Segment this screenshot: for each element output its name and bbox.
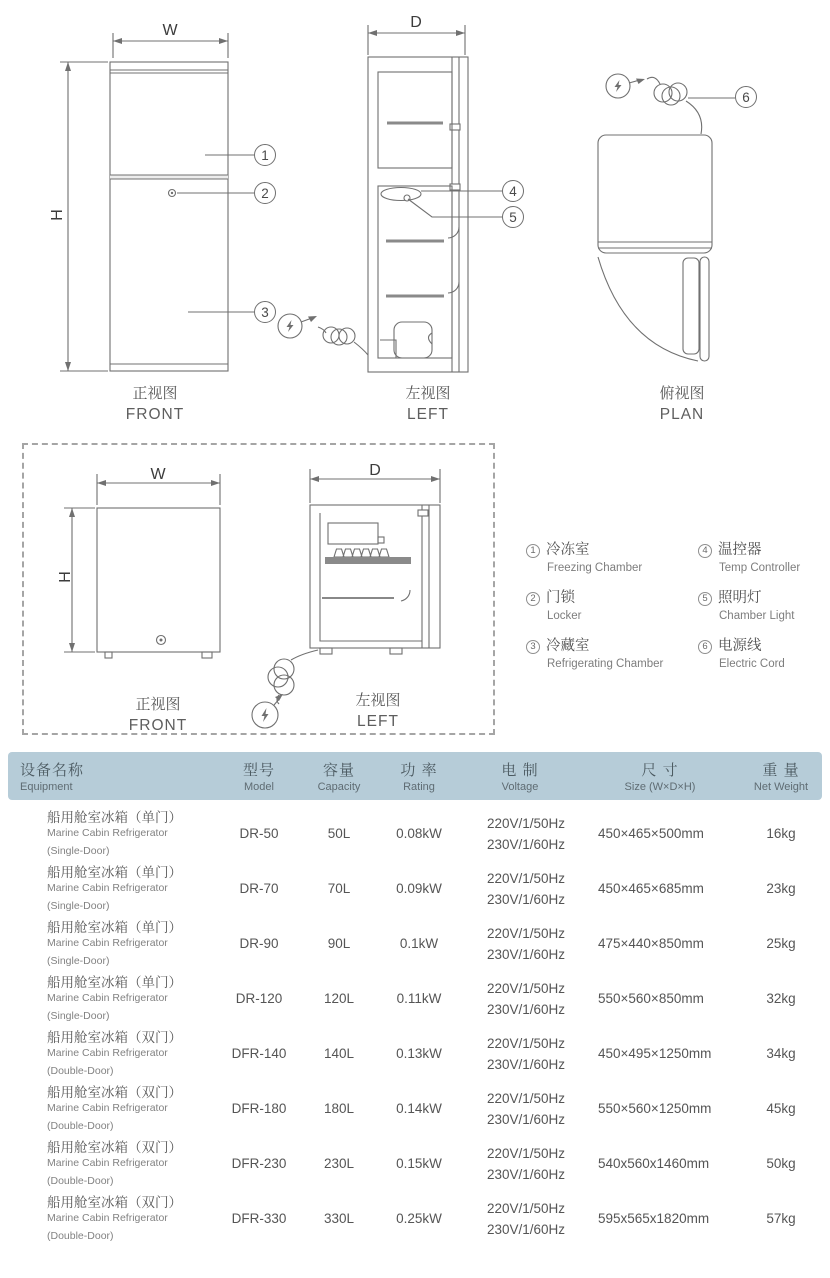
voltage-line-1: 220V/1/50Hz: [487, 980, 566, 996]
equipment-door-type: (Double-Door): [47, 1120, 114, 1132]
equipment-name-en: Marine Cabin Refrigerator: [47, 827, 168, 839]
model-cell: DFR-330: [231, 1211, 287, 1226]
table-row: [8, 1136, 822, 1191]
legend-cn-4: 温控器: [718, 542, 762, 558]
header-rating-en: Rating: [403, 781, 435, 793]
legend-cn-3: 冷藏室: [546, 638, 590, 654]
model-cell: DR-50: [239, 826, 279, 841]
voltage-cell: [460, 868, 580, 910]
dim-label-w-small: W: [150, 466, 166, 483]
table-row: [8, 1191, 822, 1246]
coiled-cord: [647, 77, 702, 134]
capacity-cell: 120L: [323, 991, 355, 1006]
voltage-line-2: 230V/1/60Hz: [487, 1166, 566, 1182]
model-cell: DFR-140: [231, 1046, 287, 1061]
table-row: [8, 971, 822, 1026]
table-row: [8, 806, 822, 861]
coiled-cord: [318, 327, 368, 355]
equipment-cell: [8, 1085, 218, 1132]
header-capacity-en: Capacity: [317, 781, 361, 793]
equipment-cell: [8, 975, 218, 1022]
legend-num-4: 4: [698, 544, 712, 558]
header-voltage-en: Voltage: [501, 781, 539, 793]
size-cell: 550×560×850mm: [598, 991, 704, 1006]
capacity-cell: 50L: [327, 826, 351, 841]
header-model-en: Model: [244, 781, 274, 793]
header-weight: [740, 752, 822, 800]
legend-item-freezing-chamber: [526, 538, 698, 574]
legend-cn-5: 照明灯: [718, 590, 762, 606]
equipment-name-en: Marine Cabin Refrigerator: [47, 1102, 168, 1114]
table-row: [8, 861, 822, 916]
rating-cell: 0.14kW: [396, 1101, 442, 1116]
legend-en-2: Locker: [547, 610, 582, 622]
technical-drawing-top: [0, 0, 830, 440]
size-cell: 450×465×500mm: [598, 826, 704, 841]
power-plug-icon: [606, 74, 645, 98]
left-view-caption-en: LEFT: [407, 406, 449, 423]
equipment-cell: [8, 920, 218, 967]
legend-column-1: [526, 538, 698, 682]
dim-label-d-small: D: [369, 462, 381, 479]
voltage-line-1: 220V/1/50Hz: [487, 1200, 566, 1216]
size-cell: 550×560×1250mm: [598, 1101, 712, 1116]
size-cell: 450×495×1250mm: [598, 1046, 712, 1061]
equipment-name-en: Marine Cabin Refrigerator: [47, 1212, 168, 1224]
weight-cell: 32kg: [766, 991, 796, 1006]
plan-view-caption-cn: 俯视图: [659, 385, 705, 402]
rating-cell: 0.1kW: [399, 936, 439, 951]
legend-en-6: Electric Cord: [719, 658, 785, 670]
rating-cell: 0.09kW: [396, 881, 442, 896]
power-plug-icon: [278, 314, 317, 338]
equipment-name-en: Marine Cabin Refrigerator: [47, 882, 168, 894]
capacity-cell: 330L: [323, 1211, 355, 1226]
rating-cell: 0.15kW: [396, 1156, 442, 1171]
callout-3-refrigerating-chamber: 3: [254, 301, 276, 323]
capacity-cell: 140L: [323, 1046, 355, 1061]
callout-5-chamber-light: 5: [502, 206, 524, 228]
legend-cn-2: 门锁: [546, 590, 575, 606]
equipment-name-en: Marine Cabin Refrigerator: [47, 992, 168, 1004]
weight-cell: 50kg: [766, 1156, 796, 1171]
weight-cell: 16kg: [766, 826, 796, 841]
size-cell: 540x560x1460mm: [598, 1156, 710, 1171]
legend-en-5: Chamber Light: [719, 610, 795, 622]
plan-view-caption-en: PLAN: [659, 406, 705, 423]
voltage-line-1: 220V/1/50Hz: [487, 1145, 566, 1161]
front-view-caption-cn: 正视图: [132, 385, 178, 402]
left-view-small-caption-cn: 左视图: [355, 692, 401, 709]
legend-item-temp-controller: [698, 538, 826, 574]
equipment-name-cn: 船用舱室冰箱（双门）: [47, 1085, 182, 1100]
equipment-door-type: (Double-Door): [47, 1175, 114, 1187]
weight-cell: 57kg: [766, 1211, 796, 1226]
voltage-line-1: 220V/1/50Hz: [487, 925, 566, 941]
equipment-door-type: (Single-Door): [47, 955, 110, 967]
equipment-name-cn: 船用舱室冰箱（单门）: [47, 975, 182, 990]
callout-4-temp-controller: 4: [502, 180, 524, 202]
equipment-name-cn: 船用舱室冰箱（双门）: [47, 1030, 182, 1045]
model-cell: DFR-180: [231, 1101, 287, 1116]
left-view-caption: [358, 383, 498, 425]
dim-label-h-small: H: [57, 571, 74, 583]
header-equipment-cn: 设备名称: [20, 762, 85, 779]
capacity-cell: 90L: [327, 936, 351, 951]
table-row: [8, 916, 822, 971]
voltage-cell: [460, 1143, 580, 1185]
header-capacity-cn: 容量: [322, 762, 355, 779]
legend-num-2: 2: [526, 592, 540, 606]
legend-item-locker: [526, 586, 698, 622]
left-view-small-caption: [308, 690, 448, 732]
equipment-door-type: (Single-Door): [47, 1010, 110, 1022]
header-weight-en: Net Weight: [753, 781, 809, 793]
header-weight-cn: 重 量: [762, 762, 800, 779]
plan-view-drawing: [598, 74, 735, 361]
equipment-door-type: (Double-Door): [47, 1230, 114, 1242]
front-view-small-drawing: [64, 474, 220, 658]
legend-num-1: 1: [526, 544, 540, 558]
legend-num-6: 6: [698, 640, 712, 654]
left-view-caption-cn: 左视图: [405, 385, 451, 402]
front-view-caption: [85, 383, 225, 425]
capacity-cell: 70L: [327, 881, 351, 896]
voltage-cell: [460, 923, 580, 965]
voltage-cell: [460, 1198, 580, 1240]
header-size: [580, 752, 740, 800]
equipment-cell: [8, 810, 218, 857]
capacity-cell: 180L: [323, 1101, 355, 1116]
rating-cell: 0.11kW: [396, 991, 442, 1006]
left-view-drawing: [368, 25, 502, 372]
voltage-line-1: 220V/1/50Hz: [487, 870, 566, 886]
table-row: [8, 1081, 822, 1136]
header-model-cn: 型号: [242, 762, 275, 779]
size-cell: 450×465×685mm: [598, 881, 704, 896]
legend-column-2: [698, 538, 826, 682]
rating-cell: 0.25kW: [396, 1211, 442, 1226]
equipment-cell: [8, 1030, 218, 1077]
dim-label-w-front: W: [162, 22, 178, 39]
callout-1-freezing-chamber: 1: [254, 144, 276, 166]
left-view-small-drawing: [310, 469, 440, 654]
equipment-name-en: Marine Cabin Refrigerator: [47, 1157, 168, 1169]
legend-item-chamber-light: [698, 586, 826, 622]
equipment-door-type: (Single-Door): [47, 900, 110, 912]
model-cell: DR-90: [239, 936, 279, 951]
voltage-line-1: 220V/1/50Hz: [487, 1035, 566, 1051]
voltage-line-2: 230V/1/60Hz: [487, 836, 566, 852]
header-rating-cn: 功 率: [400, 762, 438, 779]
spec-table-header: [8, 752, 822, 800]
header-capacity: [300, 752, 378, 800]
equipment-cell: [8, 1140, 218, 1187]
weight-cell: 23kg: [766, 881, 796, 896]
dim-label-h-front: H: [49, 209, 66, 221]
model-cell: DFR-230: [231, 1156, 287, 1171]
equipment-door-type: (Single-Door): [47, 845, 110, 857]
legend-en-1: Freezing Chamber: [547, 562, 643, 574]
header-rating: [378, 752, 460, 800]
weight-cell: 25kg: [766, 936, 796, 951]
voltage-cell: [460, 1033, 580, 1075]
model-cell: DR-120: [235, 991, 283, 1006]
plan-view-caption: [612, 383, 752, 425]
equipment-name-cn: 船用舱室冰箱（单门）: [47, 810, 182, 825]
legend-item-electric-cord: [698, 634, 826, 670]
equipment-name-cn: 船用舱室冰箱（双门）: [47, 1140, 182, 1155]
header-size-en: Size (W×D×H): [624, 781, 696, 793]
capacity-cell: 230L: [323, 1156, 355, 1171]
legend-en-4: Temp Controller: [719, 562, 801, 574]
table-row: [8, 1026, 822, 1081]
front-view-small-caption-en: FRONT: [128, 717, 188, 734]
header-voltage: [460, 752, 580, 800]
voltage-line-2: 230V/1/60Hz: [487, 1001, 566, 1017]
header-model: [218, 752, 300, 800]
front-view-small-caption: [88, 694, 228, 736]
voltage-line-2: 230V/1/60Hz: [487, 891, 566, 907]
equipment-door-type: (Double-Door): [47, 1065, 114, 1077]
callout-2-locker: 2: [254, 182, 276, 204]
front-view-caption-en: FRONT: [125, 406, 185, 423]
rating-cell: 0.08kW: [396, 826, 442, 841]
front-view-small-caption-cn: 正视图: [135, 696, 181, 713]
model-cell: DR-70: [239, 881, 279, 896]
equipment-cell: [8, 865, 218, 912]
equipment-name-en: Marine Cabin Refrigerator: [47, 1047, 168, 1059]
front-view-drawing: [60, 33, 254, 371]
equipment-name-cn: 船用舱室冰箱（双门）: [47, 1195, 182, 1210]
weight-cell: 34kg: [766, 1046, 796, 1061]
weight-cell: 45kg: [766, 1101, 796, 1116]
legend-cn-6: 电源线: [718, 638, 762, 654]
size-cell: 595x565x1820mm: [598, 1211, 710, 1226]
header-voltage-cn: 电 制: [501, 762, 539, 779]
header-size-cn: 尺 寸: [641, 762, 679, 779]
legend-item-refrigerating-chamber: [526, 634, 698, 670]
power-plug-icon: [252, 694, 283, 728]
voltage-line-2: 230V/1/60Hz: [487, 1111, 566, 1127]
callout-6-electric-cord: 6: [735, 86, 757, 108]
voltage-line-1: 220V/1/50Hz: [487, 815, 566, 831]
parts-legend: [526, 538, 826, 682]
voltage-line-1: 220V/1/50Hz: [487, 1090, 566, 1106]
legend-en-3: Refrigerating Chamber: [547, 658, 664, 670]
voltage-line-2: 230V/1/60Hz: [487, 1221, 566, 1237]
voltage-cell: [460, 978, 580, 1020]
rating-cell: 0.13kW: [396, 1046, 442, 1061]
voltage-line-2: 230V/1/60Hz: [487, 1056, 566, 1072]
legend-cn-1: 冷冻室: [546, 542, 590, 558]
size-cell: 475×440×850mm: [598, 936, 704, 951]
left-view-small-caption-en: LEFT: [357, 713, 399, 730]
voltage-line-2: 230V/1/60Hz: [487, 946, 566, 962]
equipment-name-en: Marine Cabin Refrigerator: [47, 937, 168, 949]
spec-table-body: [8, 806, 822, 1246]
legend-num-3: 3: [526, 640, 540, 654]
header-equipment: [8, 752, 218, 800]
equipment-name-cn: 船用舱室冰箱（单门）: [47, 920, 182, 935]
voltage-cell: [460, 813, 580, 855]
equipment-cell: [8, 1195, 218, 1242]
voltage-cell: [460, 1088, 580, 1130]
equipment-name-cn: 船用舱室冰箱（单门）: [47, 865, 182, 880]
header-equipment-en: Equipment: [20, 781, 73, 793]
dim-label-d-left: D: [410, 14, 422, 31]
legend-num-5: 5: [698, 592, 712, 606]
